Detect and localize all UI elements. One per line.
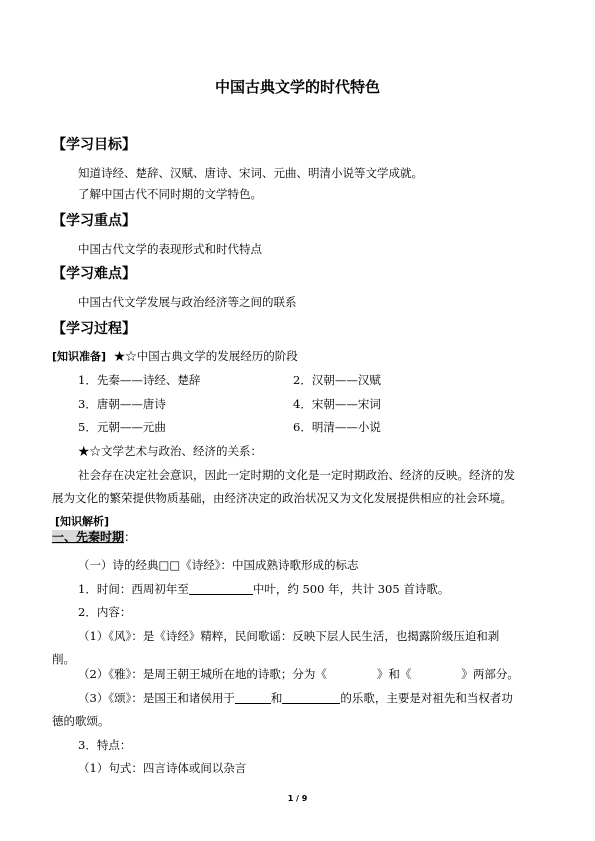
ya-text-a: （2）《雅》：是周王朝王城所在地的诗歌；分为《 bbox=[78, 667, 327, 681]
page-title: 中国古典文学的时代特色 bbox=[214, 78, 380, 96]
blank-underline bbox=[189, 582, 253, 595]
song-text-a: （3）《颂》：是国王和诸侯用于 bbox=[78, 691, 235, 705]
prep-label: [知识准备] bbox=[52, 350, 107, 363]
feng-line-1: （1）《风》：是《诗经》精粹，民间歌谣：反映下层人民生活，也揭露阶级压迫和剥 bbox=[78, 629, 500, 643]
part1-row bbox=[52, 528, 136, 545]
page-number: 1 / 9 bbox=[287, 794, 308, 803]
blank-underline bbox=[235, 691, 271, 704]
part1-colon: ： bbox=[124, 530, 137, 544]
content-heading: 2．内容： bbox=[78, 605, 132, 619]
stage-item: 1．先秦——诗经、楚辞 bbox=[78, 373, 201, 387]
stage-item: 5．元朝——元曲 bbox=[78, 420, 166, 434]
focus-line: 中国古代文学的表现形式和时代特点 bbox=[78, 242, 262, 256]
time-text-b: 中叶，约 500 年，共计 305 首诗歌。 bbox=[252, 582, 450, 596]
features-heading: 3．特点： bbox=[78, 738, 132, 752]
time-line bbox=[78, 581, 449, 597]
ya-text-c: 》两部分。 bbox=[461, 667, 519, 681]
goals-line-1: 知道诗经、楚辞、汉赋、唐诗、宋词、元曲、明清小说等文学成就。 bbox=[78, 166, 423, 180]
song-text-c: 的乐歌，主要是对祖先和当权者功 bbox=[340, 691, 513, 705]
stage-item: 3．唐朝——唐诗 bbox=[78, 397, 166, 411]
stage-item: 2．汉朝——汉赋 bbox=[293, 373, 381, 387]
relation-line-2: 展为文化的繁荣提供物质基础，由经济决定的政治状况又为文化发展提供相应的社会环境。 bbox=[52, 491, 512, 505]
section-difficulty-heading: 【学习难点】 bbox=[52, 266, 136, 282]
difficulty-line: 中国古代文学发展与政治经济等之间的联系 bbox=[78, 295, 297, 309]
song-line-2: 德的歌颂。 bbox=[52, 714, 110, 728]
form-line: （1）句式：四言诗体或间以杂言 bbox=[78, 761, 247, 775]
part1-heading: 一、先秦时期 bbox=[52, 530, 125, 544]
goals-line-2: 了解中国古代不同时期的文学特色。 bbox=[78, 187, 262, 201]
song-text-b: 和 bbox=[270, 691, 283, 705]
feng-line-2: 削。 bbox=[52, 652, 75, 666]
stage-item: 4．宋朝——宋词 bbox=[293, 397, 381, 411]
ya-line bbox=[78, 666, 519, 682]
ya-text-b: 》和《 bbox=[376, 667, 412, 681]
relation-heading: ★☆文学艺术与政治、经济的关系： bbox=[78, 444, 262, 458]
relation-line-1: 社会存在决定社会意识，因此一定时期的文化是一定时期政治、经济的反映。经济的发 bbox=[78, 468, 515, 482]
prep-row bbox=[52, 348, 298, 364]
song-line-1 bbox=[78, 690, 513, 706]
stage-item: 6．明清——小说 bbox=[293, 420, 381, 434]
shijing-heading: （一）诗的经典□□《诗经》：中国成熟诗歌形成的标志 bbox=[78, 558, 359, 572]
blank-underline bbox=[282, 691, 340, 704]
section-goals-heading: 【学习目标】 bbox=[52, 137, 136, 153]
section-focus-heading: 【学习重点】 bbox=[52, 213, 136, 229]
prep-heading: ★☆中国古典文学的发展经历的阶段 bbox=[113, 349, 298, 363]
time-text-a: 1．时间：西周初年至 bbox=[78, 582, 189, 596]
analysis-label: [知识解析] bbox=[55, 515, 110, 528]
section-process-heading: 【学习过程】 bbox=[52, 321, 136, 337]
